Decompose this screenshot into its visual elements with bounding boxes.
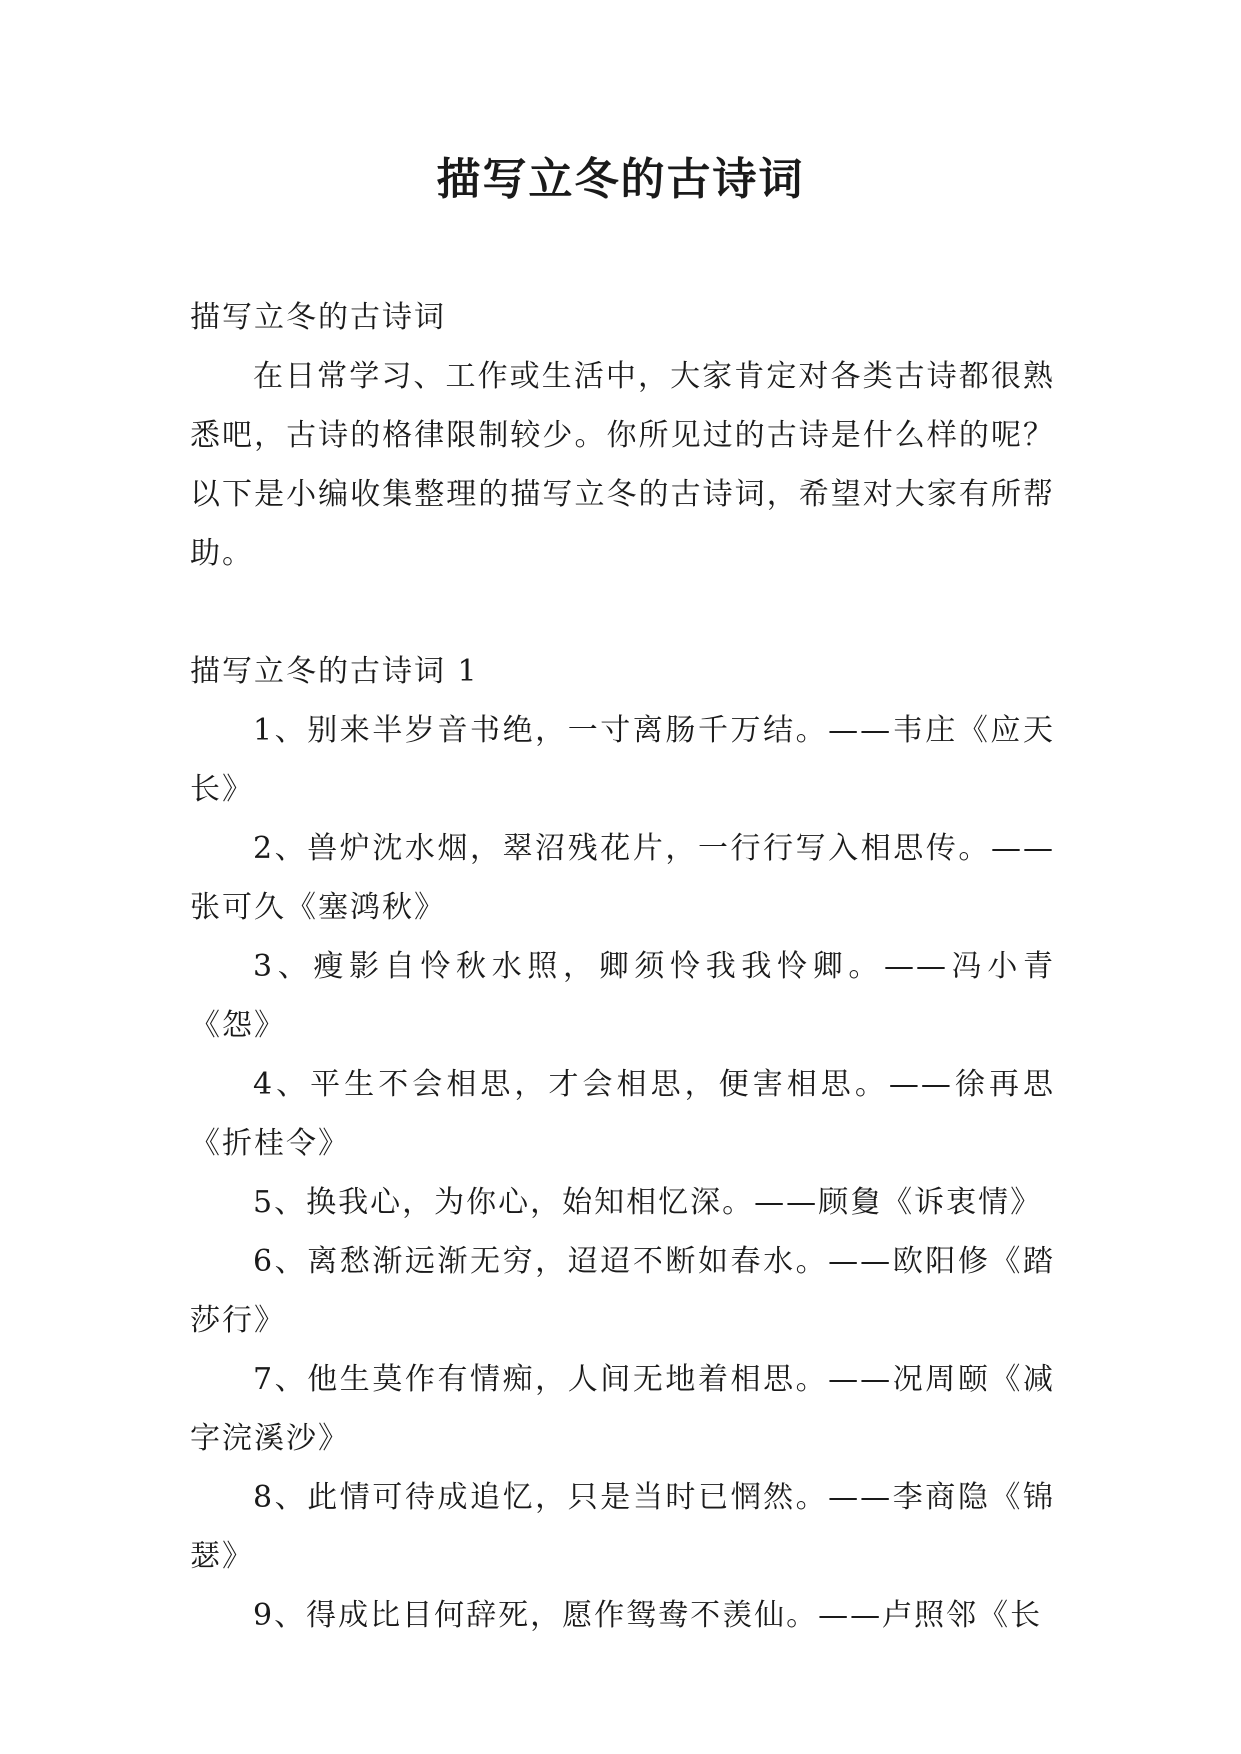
poem-item-4: 4、平生不会相思，才会相思，便害相思。——徐再思《折桂令》 — [190, 1067, 1055, 1161]
poem-item-8: 8、此情可待成追忆，只是当时已惘然。——李商隐《锦瑟》 — [190, 1480, 1055, 1574]
intro-paragraph: 在日常学习、工作或生活中，大家肯定对各类古诗都很熟悉吧，古诗的格律限制较少。你所见过的古诗是什么样的呢？以下是小编收集整理的描写立冬的古诗词，希望对大家有所帮助。 — [190, 359, 1055, 571]
section-heading: 描写立冬的古诗词 1 — [190, 654, 479, 689]
section-spacer — [190, 583, 1055, 642]
poem-item-5: 5、换我心，为你心，始知相忆深。——顾敻《诉衷情》 — [253, 1185, 1043, 1220]
poem-item-9: 9、得成比目何辞死，愿作鸳鸯不羡仙。——卢照邻《长 — [253, 1598, 1043, 1633]
poem-item-2: 2、兽炉沈水烟，翠沼残花片，一行行写入相思传。——张可久《塞鸿秋》 — [190, 831, 1055, 925]
subheading: 描写立冬的古诗词 — [190, 300, 446, 335]
poem-item-3: 3、瘦影自怜秋水照，卿须怜我我怜卿。——冯小青《怨》 — [190, 949, 1055, 1043]
poem-item-1: 1、别来半岁音书绝，一寸离肠千万结。——韦庄《应天长》 — [190, 713, 1055, 807]
document-body — [190, 288, 1055, 1645]
poem-item-6: 6、离愁渐远渐无穷，迢迢不断如春水。——欧阳修《踏莎行》 — [190, 1244, 1055, 1338]
document-title: 描写立冬的古诗词 — [436, 154, 805, 205]
poem-item-7: 7、他生莫作有情痴，人间无地着相思。——况周颐《减字浣溪沙》 — [190, 1362, 1055, 1456]
